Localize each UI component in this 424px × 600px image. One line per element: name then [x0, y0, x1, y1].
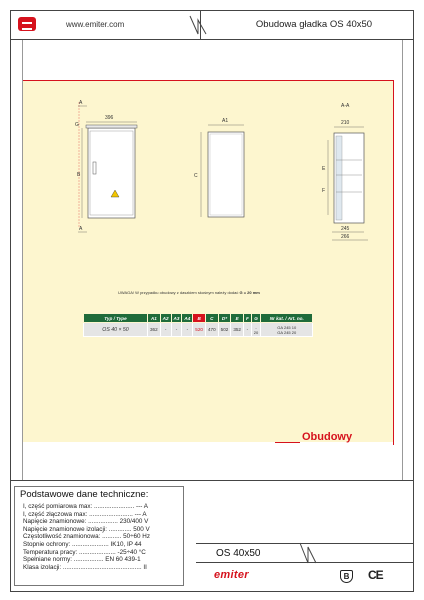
cell-f: -: [243, 323, 251, 337]
cell-a1: 362: [148, 323, 161, 337]
technical-drawing-area: [23, 80, 393, 442]
note: [118, 290, 358, 295]
cell-type: OS 40 × 50: [84, 323, 148, 337]
label-a-bottom: A: [79, 226, 83, 232]
dimensions-table: [83, 313, 313, 337]
cell-art-1: GA 245 10: [277, 324, 297, 330]
label-section-aa: A-A: [341, 103, 350, 109]
technical-drawing: [23, 80, 393, 442]
col-art-no: Nr kat. / Art. no.: [261, 314, 313, 323]
label-width-396: 396: [105, 115, 114, 121]
right-rule: [402, 40, 403, 480]
red-accent-right: [393, 80, 394, 445]
label-a1: A1: [222, 118, 229, 124]
red-accent-top: [23, 80, 393, 81]
site-url[interactable]: www.emiter.com: [66, 20, 125, 29]
label-f: F: [322, 188, 326, 194]
brand-logo: emiter: [214, 569, 249, 581]
b-certification-icon: B: [340, 570, 353, 583]
label-245: 245: [341, 226, 350, 232]
col-f: F: [243, 314, 251, 323]
cell-e: 352: [231, 323, 244, 337]
label-c: C: [194, 173, 198, 179]
zigzag-icon: [188, 14, 208, 36]
spec-item: Częstotliwość znamionowa: ........... 50÷60 Hz: [23, 533, 150, 541]
label-a-top: A: [79, 100, 83, 106]
col-a2: A2: [160, 314, 171, 323]
cell-art-2: GA 245 20: [277, 329, 297, 335]
col-a3: A3: [171, 314, 182, 323]
spec-item: Spełniane normy: ................. EN 60 439-1: [23, 556, 141, 564]
category-label: Obudowy: [302, 431, 353, 443]
cell-a3: -: [171, 323, 182, 337]
spec-item: I, część złączowa max: ......................... --- A: [23, 510, 147, 518]
section-view: [328, 127, 368, 240]
cell-g-top: -: [255, 324, 257, 330]
label-266: 266: [341, 234, 350, 240]
mounting-plate-view: [201, 125, 244, 217]
spec-item: Klasa izolacji: ............................................. II: [23, 563, 147, 571]
cell-b: 520: [193, 323, 206, 337]
col-b: B: [193, 314, 206, 323]
col-a4: A4: [182, 314, 193, 323]
col-a1: A1: [148, 314, 161, 323]
bottom-rule: [10, 480, 414, 481]
cell-d: 502: [218, 323, 231, 337]
cell-g-bottom: 20: [253, 329, 259, 335]
cell-g: [251, 323, 260, 337]
front-view: [78, 102, 137, 232]
label-210: 210: [341, 120, 350, 126]
label-b: B: [77, 172, 81, 178]
label-e: E: [322, 166, 326, 172]
label-g: G: [75, 122, 79, 128]
col-type: Typ / Type: [84, 314, 148, 323]
cell-art-no: [261, 323, 313, 337]
table-row: [84, 323, 313, 337]
cell-a4: -: [182, 323, 193, 337]
col-c: C: [205, 314, 218, 323]
col-e: E: [231, 314, 244, 323]
col-d: D*: [218, 314, 231, 323]
col-g: G: [251, 314, 260, 323]
specs-heading: Podstawowe dane techniczne:: [20, 489, 149, 500]
spec-item: Stopnie ochrony: ..................... IK10, IP 44: [23, 540, 142, 548]
note-highlight: G = 20 mm: [239, 290, 260, 295]
header-title: Obudowa gładka OS 40x50: [255, 19, 373, 30]
spec-item: Napięcie znamionowe izolacji: ............. 500 V: [23, 525, 150, 533]
product-name: OS 40x50: [216, 548, 261, 559]
cell-c: 470: [205, 323, 218, 337]
ce-mark-icon: CE: [368, 568, 383, 582]
red-accent-bottom: [275, 442, 300, 443]
technical-specs-box: [14, 486, 184, 586]
emiter-logo-icon: [18, 17, 36, 31]
cell-a2: -: [160, 323, 171, 337]
spec-item: Napięcie znamionowe: ................. 230/400 V: [23, 518, 149, 526]
table-header-row: [84, 314, 313, 323]
spec-item: Temperatura pracy: ..................... -25÷40 °C: [23, 548, 146, 556]
spec-item: I, część pomiarowa max: ....................... --- A: [23, 503, 148, 510]
note-text: UWAGA! W przypadku obudowy z daszkiem skośnym należy dodać: [118, 290, 239, 295]
zigzag-icon: [298, 541, 318, 565]
page-header: [10, 10, 414, 40]
specs-list: [23, 503, 150, 571]
